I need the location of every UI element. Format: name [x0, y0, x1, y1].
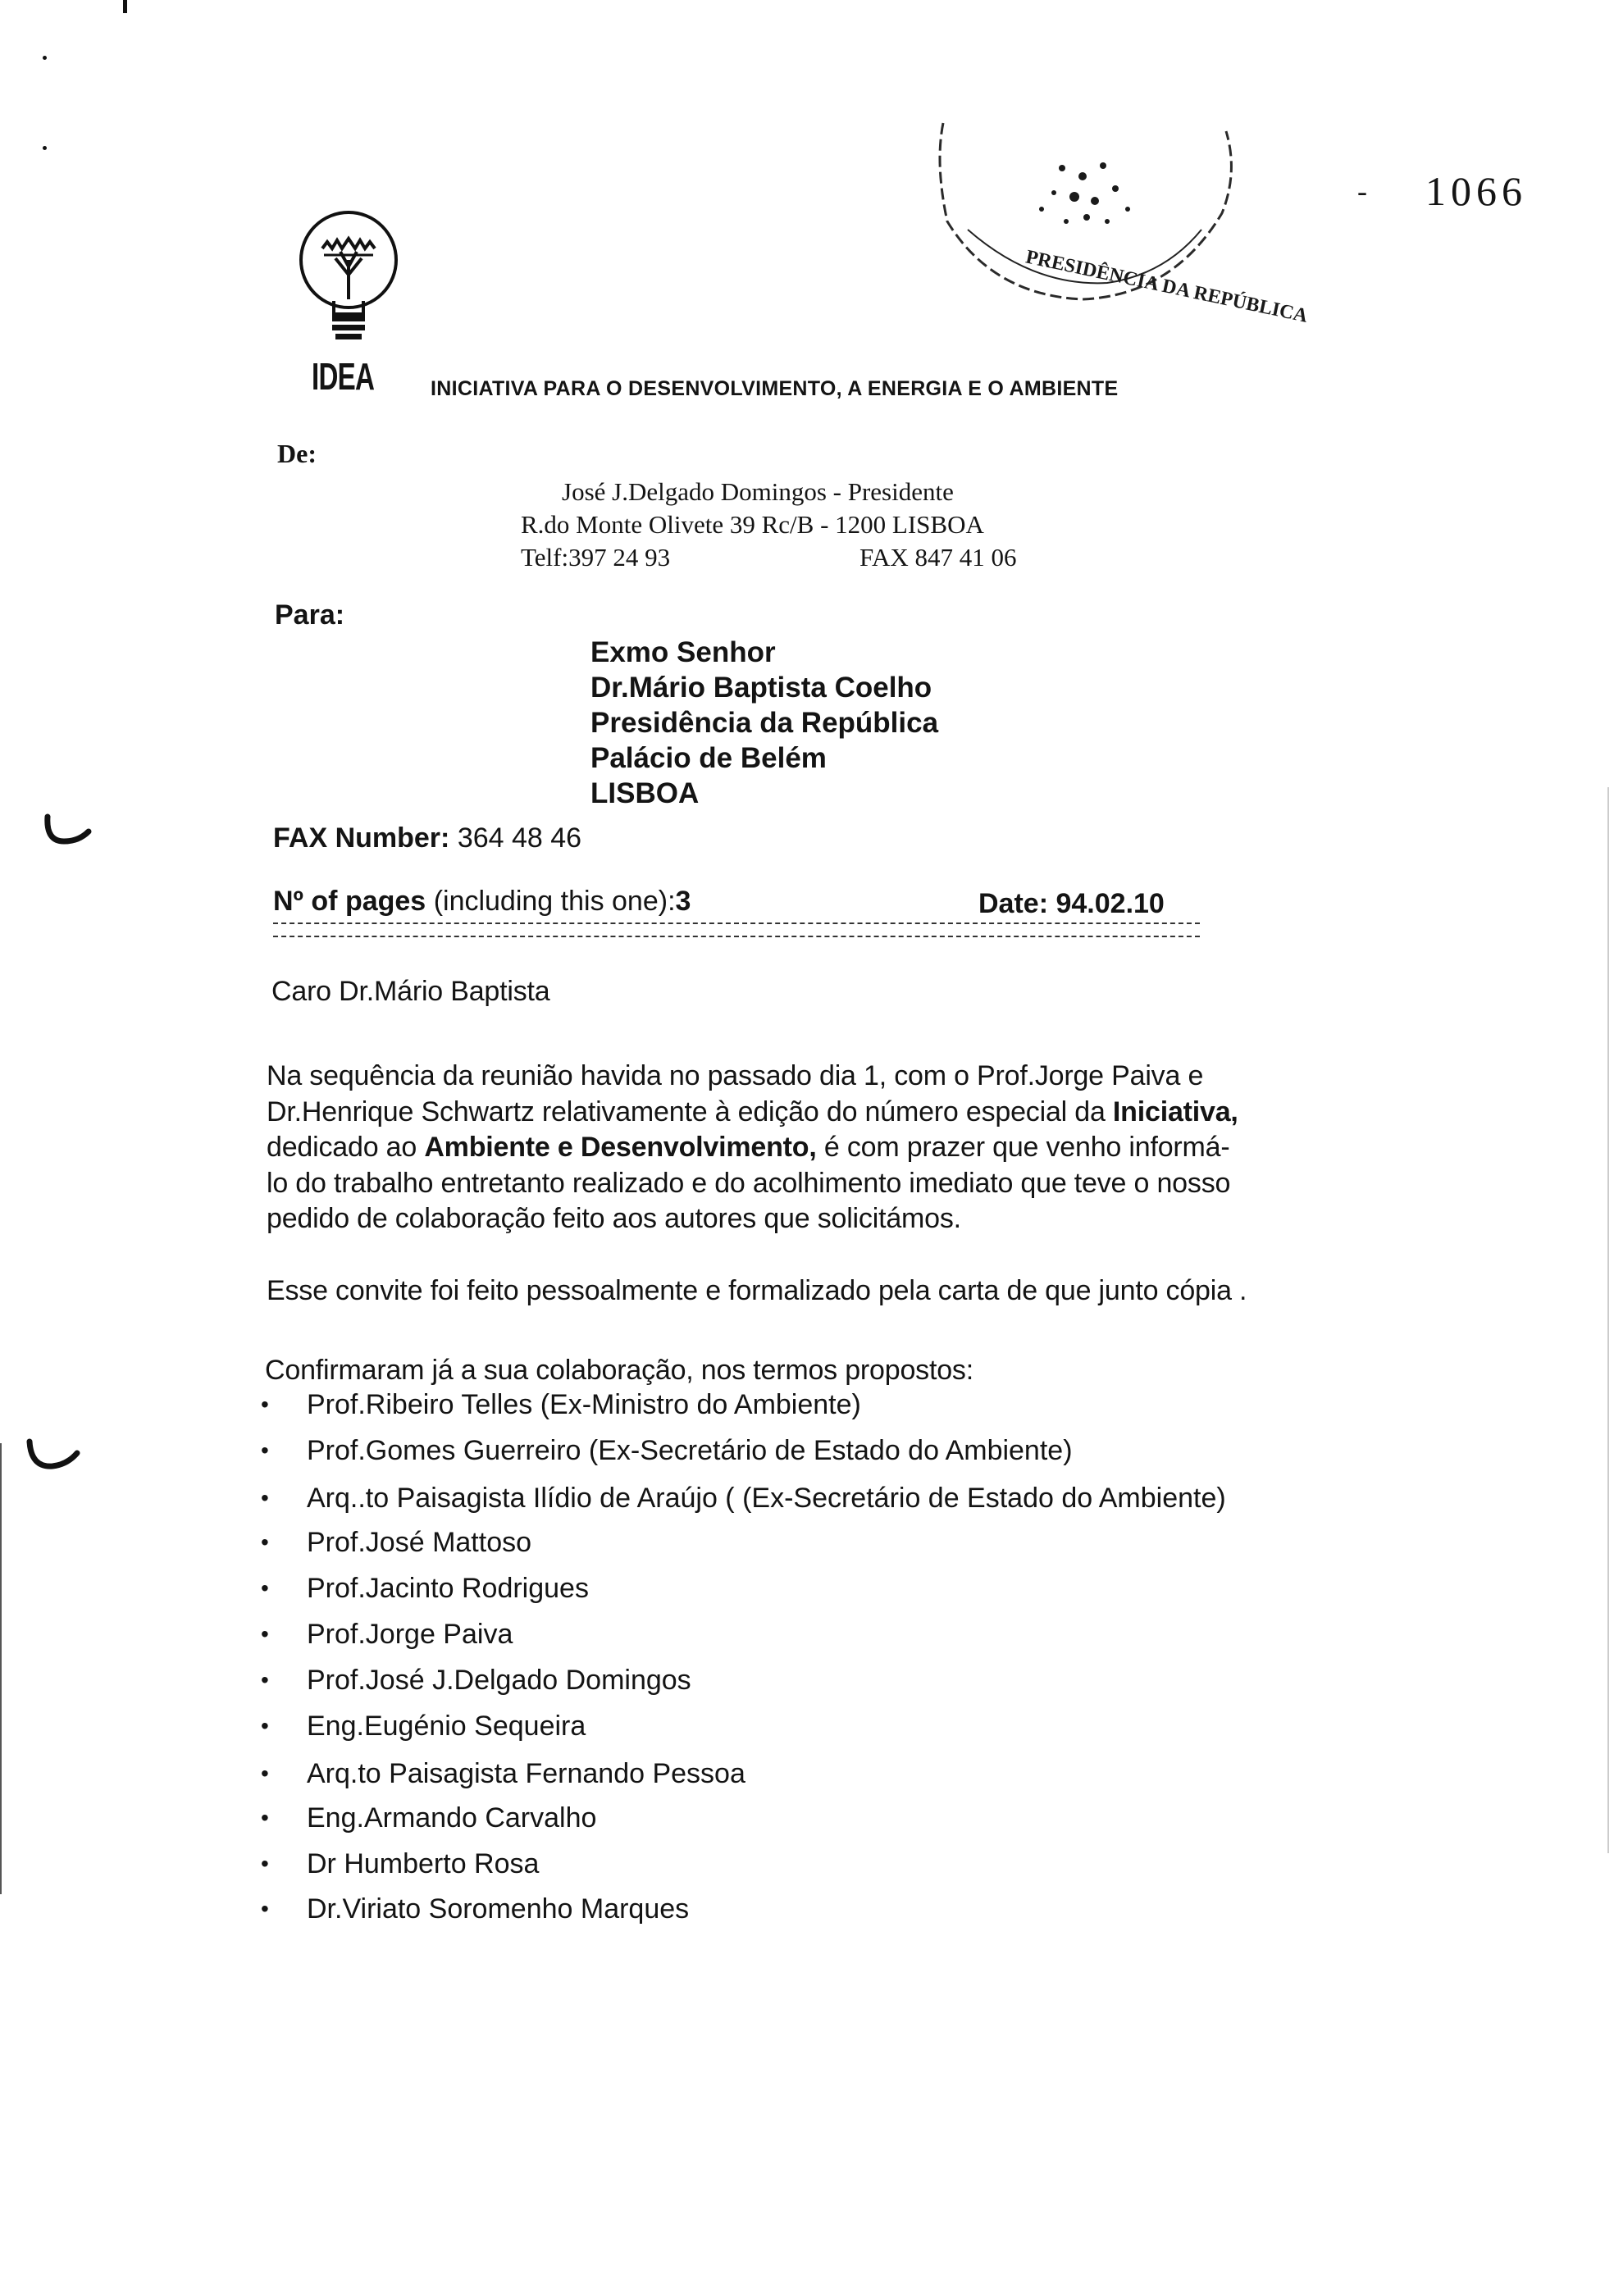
paragraph-line: pedido de colaboração feito aos autores que solicitámos. [267, 1203, 961, 1234]
list-item [261, 1527, 531, 1559]
scan-mark [43, 56, 47, 60]
organization-name: INICIATIVA PARA O DESENVOLVIMENTO, A ENERGIA E O AMBIENTE [431, 377, 1119, 400]
collaborator-name: Prof.José Mattoso [307, 1527, 532, 1558]
scan-mark [43, 146, 47, 150]
reference-dash: - [1357, 175, 1367, 207]
collaborator-name: Prof.Jorge Paiva [307, 1619, 513, 1650]
paragraph-line: Na sequência da reunião havida no passado dia 1, com o Prof.Jorge Paiva e [267, 1060, 1204, 1091]
list-item [261, 1573, 589, 1605]
fax-number-label: FAX Number: [273, 822, 450, 854]
recipient-line: Dr.Mário Baptista Coelho [590, 672, 932, 704]
scan-edge-line [0, 1443, 2, 1894]
page-count-note: (including this one): [433, 886, 676, 917]
bullet-icon: • [261, 1667, 269, 1692]
list-item [261, 1711, 586, 1742]
scan-mark [123, 0, 127, 13]
list-item [261, 1665, 691, 1697]
bullet-icon: • [261, 1437, 269, 1463]
hole-punch-mark [41, 812, 98, 853]
letter-paragraph: Esse convite foi feito pessoalmente e formalizado pela carta de que junto cópia . [267, 1275, 1247, 1306]
paragraph-text: é com prazer que venho informá- [816, 1132, 1230, 1163]
fax-number [273, 822, 581, 854]
letter-greeting: Caro Dr.Mário Baptista [271, 976, 550, 1007]
bullet-icon: • [261, 1713, 269, 1738]
presidency-stamp [919, 98, 1310, 336]
collaborator-name: Prof.José J.Delgado Domingos [307, 1665, 691, 1696]
paragraph-text: dedicado ao [267, 1132, 425, 1163]
double-rule-separator [273, 922, 1200, 937]
bullet-icon: • [261, 1621, 269, 1647]
logo-text: IDEA [312, 355, 375, 398]
bullet-icon: • [261, 1529, 269, 1555]
fax-number-value: 364 48 46 [457, 822, 582, 854]
paragraph-line [267, 1130, 1333, 1166]
collaborator-name: Prof.Gomes Guerreiro (Ex-Secretário de Estado do Ambiente) [307, 1435, 1073, 1466]
bullet-icon: • [261, 1485, 269, 1510]
collaborator-name: Dr Humberto Rosa [307, 1848, 540, 1879]
list-item [261, 1758, 745, 1790]
collaborators-intro: Confirmaram já a sua colaboração, nos termos propostos: [265, 1355, 973, 1386]
bullet-icon: • [261, 1805, 269, 1830]
hole-punch-mark [23, 1435, 89, 1476]
list-item [261, 1389, 861, 1421]
bullet-icon: • [261, 1851, 269, 1876]
to-label: Para: [275, 599, 345, 631]
paragraph-line: lo do trabalho entretanto realizado e do acolhimento imediato que teve o nosso [267, 1167, 1231, 1199]
lightbulb-tree-logo [291, 209, 406, 373]
page-count-label: Nº of pages [273, 886, 426, 917]
list-item [261, 1893, 689, 1925]
reference-number: 1066 [1425, 168, 1527, 214]
sender-name: José J.Delgado Domingos - Presidente [562, 477, 954, 506]
scan-edge-line [1607, 787, 1609, 1853]
stamp-text: PRESIDÊNCIA DA REPÚBLICA [1024, 246, 1310, 327]
page-count-value: 3 [675, 886, 691, 917]
paragraph-line [267, 1095, 1333, 1131]
collaborator-name: Prof.Ribeiro Telles (Ex-Ministro do Ambiente) [307, 1389, 861, 1420]
list-item [261, 1848, 539, 1880]
collaborator-name: Arq..to Paisagista Ilídio de Araújo ( (Ex-Secretário de Estado do Ambiente) [307, 1483, 1226, 1514]
bullet-icon: • [261, 1575, 269, 1601]
bullet-icon: • [261, 1896, 269, 1921]
list-item [261, 1483, 1226, 1515]
fax-date [978, 888, 1165, 920]
sender-fax: FAX 847 41 06 [859, 543, 1017, 572]
list-item [261, 1802, 596, 1834]
recipient-line: Exmo Senhor [590, 636, 776, 668]
date-label: Date: [978, 888, 1049, 919]
letter-paragraph [267, 1059, 1333, 1237]
paragraph-emphasis: Iniciativa, [1112, 1096, 1238, 1128]
paragraph-emphasis: Ambiente e Desenvolvimento, [424, 1132, 817, 1163]
recipient-line: Palácio de Belém [590, 742, 827, 774]
from-label: De: [277, 439, 317, 468]
bullet-icon: • [261, 1761, 269, 1786]
recipient-line: Presidência da República [590, 707, 939, 739]
sender-telephone: Telf:397 24 93 [521, 543, 671, 572]
collaborator-name: Dr.Viriato Soromenho Marques [307, 1893, 690, 1925]
bullet-icon: • [261, 1392, 269, 1417]
collaborator-name: Eng.Eugénio Sequeira [307, 1711, 586, 1742]
collaborator-name: Prof.Jacinto Rodrigues [307, 1573, 589, 1604]
list-item [261, 1435, 1073, 1467]
list-item [261, 1619, 513, 1651]
date-value: 94.02.10 [1055, 888, 1165, 919]
recipient-line: LISBOA [590, 777, 700, 809]
paragraph-text: Dr.Henrique Schwartz relativamente à edição do número especial da [267, 1096, 1113, 1128]
collaborator-name: Eng.Armando Carvalho [307, 1802, 597, 1834]
page-count [273, 886, 691, 918]
sender-address: R.do Monte Olivete 39 Rc/B - 1200 LISBOA [521, 510, 984, 539]
collaborator-name: Arq.to Paisagista Fernando Pessoa [307, 1758, 745, 1789]
